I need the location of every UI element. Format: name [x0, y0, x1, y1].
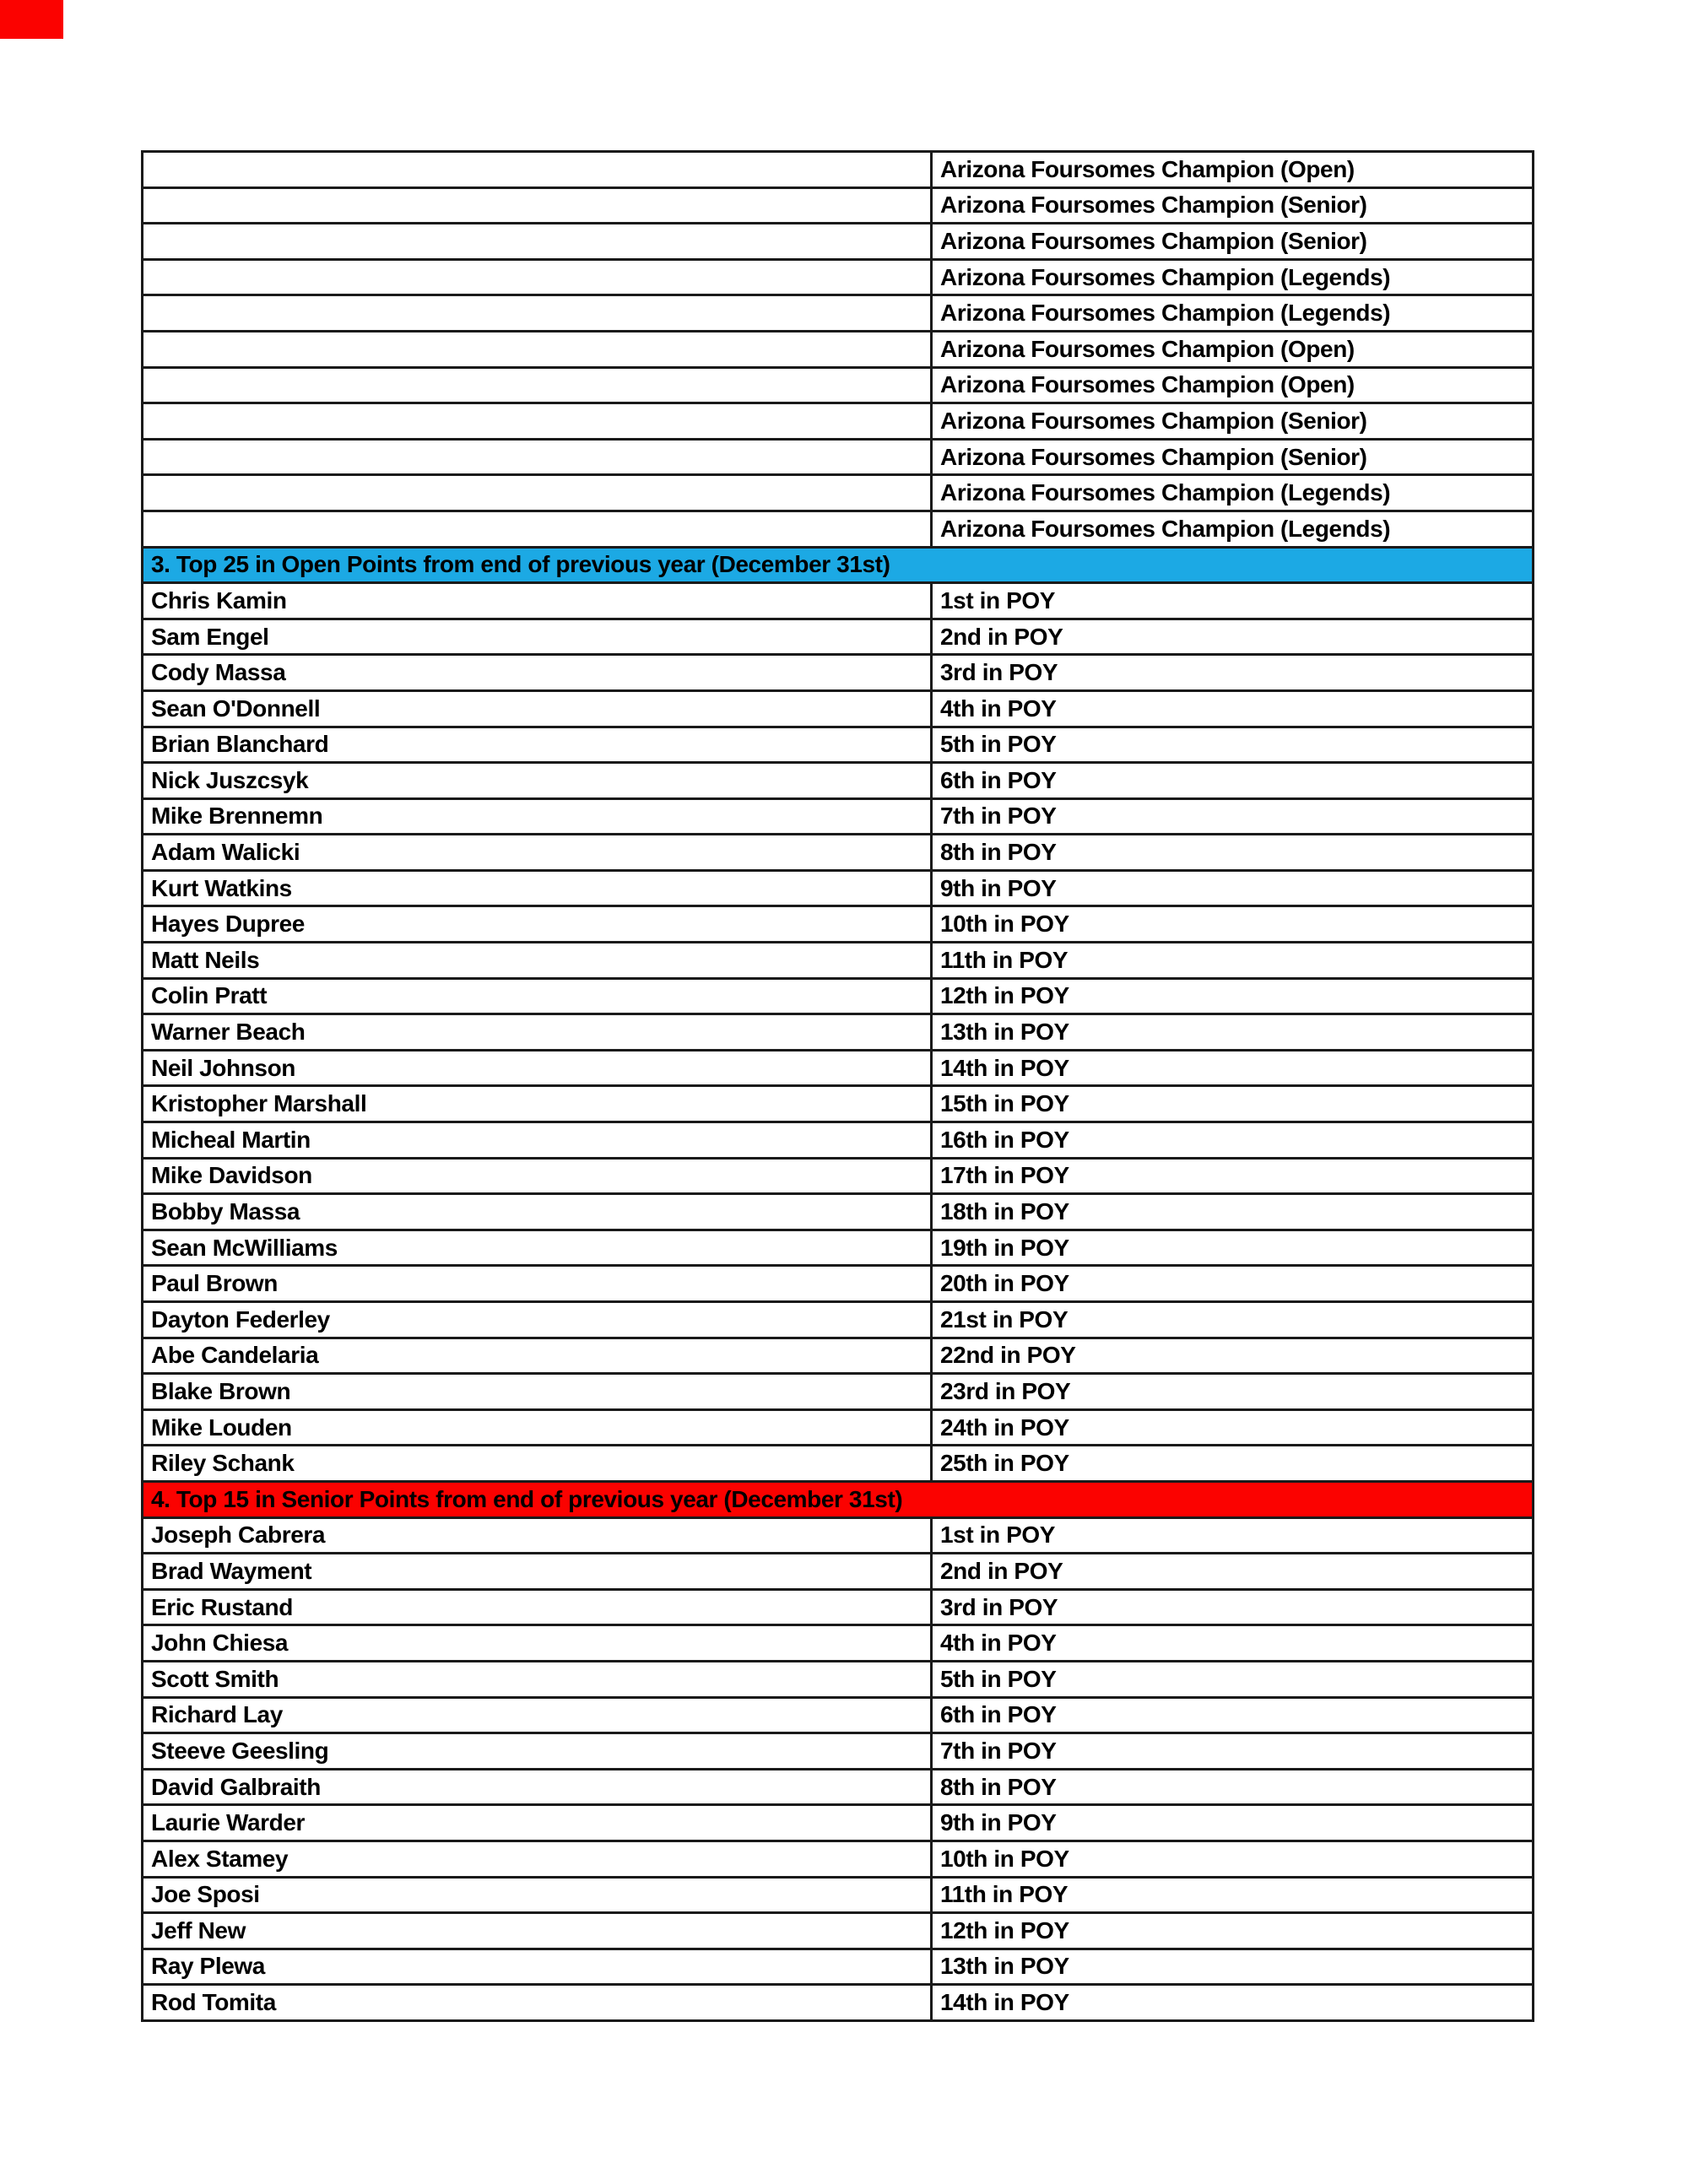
open-rows	[143, 583, 1534, 1482]
poy-rank-cell: 4th in POY	[932, 690, 1534, 727]
player-name-cell: Steeve Geesling	[143, 1733, 932, 1770]
table-row	[143, 619, 1534, 655]
player-name-cell: Micheal Martin	[143, 1122, 932, 1159]
table-row	[143, 1697, 1534, 1733]
table-row	[143, 798, 1534, 835]
player-name-cell: Blake Brown	[143, 1374, 932, 1410]
poy-rank-cell: 2nd in POY	[932, 619, 1534, 655]
player-name-cell: Brian Blanchard	[143, 727, 932, 763]
table-row	[143, 1481, 1534, 1517]
poy-rank-cell: 3rd in POY	[932, 1589, 1534, 1625]
poy-rank-cell: 3rd in POY	[932, 655, 1534, 691]
player-name-cell: Brad Wayment	[143, 1554, 932, 1590]
qualifier-name-cell	[143, 475, 932, 511]
table-row	[143, 295, 1534, 332]
table-row	[143, 439, 1534, 475]
player-name-cell: Alex Stamey	[143, 1841, 932, 1877]
poy-rank-cell: 14th in POY	[932, 1050, 1534, 1086]
qualifier-name-cell	[143, 439, 932, 475]
poy-rank-cell: 21st in POY	[932, 1302, 1534, 1338]
player-name-cell: Neil Johnson	[143, 1050, 932, 1086]
player-name-cell: David Galbraith	[143, 1769, 932, 1805]
qualifier-criteria-cell: Arizona Foursomes Champion (Open)	[932, 367, 1534, 403]
table-row	[143, 943, 1534, 979]
table-row	[143, 1625, 1534, 1662]
poy-rank-cell: 22nd in POY	[932, 1338, 1534, 1374]
qualifier-criteria-cell: Arizona Foursomes Champion (Senior)	[932, 403, 1534, 440]
qualifier-criteria-cell: Arizona Foursomes Champion (Open)	[932, 331, 1534, 367]
table-row	[143, 1086, 1534, 1122]
player-name-cell: Sean McWilliams	[143, 1230, 932, 1266]
player-name-cell: Bobby Massa	[143, 1194, 932, 1230]
table-row	[143, 152, 1534, 188]
table-row	[143, 1913, 1534, 1949]
table-row	[143, 1985, 1534, 2021]
table-row	[143, 690, 1534, 727]
player-name-cell: Chris Kamin	[143, 583, 932, 619]
table-row	[143, 1949, 1534, 1985]
player-name-cell: John Chiesa	[143, 1625, 932, 1662]
player-name-cell: Dayton Federley	[143, 1302, 932, 1338]
table-row	[143, 224, 1534, 260]
table-row	[143, 1841, 1534, 1877]
table-row	[143, 511, 1534, 547]
table-row	[143, 1409, 1534, 1446]
poy-rank-cell: 15th in POY	[932, 1086, 1534, 1122]
poy-rank-cell: 1st in POY	[932, 1517, 1534, 1554]
qualifier-criteria-cell: Arizona Foursomes Champion (Legends)	[932, 511, 1534, 547]
qualifier-name-cell	[143, 511, 932, 547]
player-name-cell: Matt Neils	[143, 943, 932, 979]
table-row	[143, 1661, 1534, 1697]
qualifier-criteria-cell: Arizona Foursomes Champion (Open)	[932, 152, 1534, 188]
poy-rank-cell: 8th in POY	[932, 1769, 1534, 1805]
poy-rank-cell: 14th in POY	[932, 1985, 1534, 2021]
poy-rank-cell: 7th in POY	[932, 798, 1534, 835]
senior-rows	[143, 1517, 1534, 2020]
table-row	[143, 1374, 1534, 1410]
player-name-cell: Warner Beach	[143, 1014, 932, 1051]
table-row	[143, 1877, 1534, 1913]
player-name-cell: Mike Brennemn	[143, 798, 932, 835]
open-section-header	[143, 547, 1534, 583]
player-name-cell: Cody Massa	[143, 655, 932, 691]
player-name-cell: Nick Juszcsyk	[143, 763, 932, 799]
table-row	[143, 1302, 1534, 1338]
player-name-cell: Kristopher Marshall	[143, 1086, 932, 1122]
poy-rank-cell: 2nd in POY	[932, 1554, 1534, 1590]
table-row	[143, 1050, 1534, 1086]
player-name-cell: Eric Rustand	[143, 1589, 932, 1625]
qualifier-name-cell	[143, 152, 932, 188]
poy-rank-cell: 20th in POY	[932, 1266, 1534, 1302]
poy-rank-cell: 4th in POY	[932, 1625, 1534, 1662]
qualifier-criteria-cell: Arizona Foursomes Champion (Senior)	[932, 187, 1534, 224]
poy-rank-cell: 11th in POY	[932, 943, 1534, 979]
player-name-cell: Jeff New	[143, 1913, 932, 1949]
senior-section-header	[143, 1481, 1534, 1517]
poy-rank-cell: 7th in POY	[932, 1733, 1534, 1770]
qualifier-name-cell	[143, 224, 932, 260]
table-row	[143, 331, 1534, 367]
player-name-cell: Joe Sposi	[143, 1877, 932, 1913]
poy-rank-cell: 13th in POY	[932, 1014, 1534, 1051]
poy-rank-cell: 5th in POY	[932, 727, 1534, 763]
qualification-table	[141, 150, 1534, 2022]
player-name-cell: Mike Louden	[143, 1409, 932, 1446]
table-row	[143, 1230, 1534, 1266]
player-name-cell: Sean O'Donnell	[143, 690, 932, 727]
table-row	[143, 1805, 1534, 1841]
poy-rank-cell: 24th in POY	[932, 1409, 1534, 1446]
player-name-cell: Scott Smith	[143, 1661, 932, 1697]
champion-rows	[143, 152, 1534, 548]
table-row	[143, 1158, 1534, 1194]
table-row	[143, 835, 1534, 871]
table-row	[143, 1194, 1534, 1230]
table-row	[143, 870, 1534, 906]
poy-rank-cell: 9th in POY	[932, 870, 1534, 906]
qualifier-criteria-cell: Arizona Foursomes Champion (Legends)	[932, 475, 1534, 511]
table-row	[143, 475, 1534, 511]
qualifier-name-cell	[143, 187, 932, 224]
player-name-cell: Hayes Dupree	[143, 906, 932, 943]
poy-rank-cell: 12th in POY	[932, 978, 1534, 1014]
poy-rank-cell: 10th in POY	[932, 1841, 1534, 1877]
table-row	[143, 727, 1534, 763]
player-name-cell: Laurie Warder	[143, 1805, 932, 1841]
player-name-cell: Richard Lay	[143, 1697, 932, 1733]
player-name-cell: Joseph Cabrera	[143, 1517, 932, 1554]
table-row	[143, 1014, 1534, 1051]
poy-rank-cell: 13th in POY	[932, 1949, 1534, 1985]
table-row	[143, 1338, 1534, 1374]
table-row	[143, 187, 1534, 224]
poy-rank-cell: 23rd in POY	[932, 1374, 1534, 1410]
poy-rank-cell: 11th in POY	[932, 1877, 1534, 1913]
table-row	[143, 1517, 1534, 1554]
poy-rank-cell: 9th in POY	[932, 1805, 1534, 1841]
qualifier-criteria-cell: Arizona Foursomes Champion (Senior)	[932, 224, 1534, 260]
table-row	[143, 1266, 1534, 1302]
open-points-section-header: 3. Top 25 in Open Points from end of previous year (December 31st)	[143, 547, 1534, 583]
poy-rank-cell: 16th in POY	[932, 1122, 1534, 1159]
qualifier-name-cell	[143, 331, 932, 367]
qualifier-criteria-cell: Arizona Foursomes Champion (Legends)	[932, 259, 1534, 295]
table-row	[143, 655, 1534, 691]
qualifier-name-cell	[143, 259, 932, 295]
player-name-cell: Abe Candelaria	[143, 1338, 932, 1374]
table-row	[143, 583, 1534, 619]
poy-rank-cell: 25th in POY	[932, 1446, 1534, 1482]
player-name-cell: Colin Pratt	[143, 978, 932, 1014]
table-row	[143, 367, 1534, 403]
poy-rank-cell: 8th in POY	[932, 835, 1534, 871]
player-name-cell: Riley Schank	[143, 1446, 932, 1482]
poy-rank-cell: 10th in POY	[932, 906, 1534, 943]
qualifier-name-cell	[143, 367, 932, 403]
player-name-cell: Rod Tomita	[143, 1985, 932, 2021]
poy-rank-cell: 6th in POY	[932, 763, 1534, 799]
qualifier-criteria-cell: Arizona Foursomes Champion (Senior)	[932, 439, 1534, 475]
player-name-cell: Kurt Watkins	[143, 870, 932, 906]
qualifier-name-cell	[143, 295, 932, 332]
table-row	[143, 763, 1534, 799]
table-row	[143, 1446, 1534, 1482]
poy-rank-cell: 6th in POY	[932, 1697, 1534, 1733]
player-name-cell: Paul Brown	[143, 1266, 932, 1302]
table-row	[143, 978, 1534, 1014]
table-row	[143, 1122, 1534, 1159]
poy-rank-cell: 18th in POY	[932, 1194, 1534, 1230]
red-corner-mark	[0, 0, 63, 39]
table-row	[143, 403, 1534, 440]
poy-rank-cell: 12th in POY	[932, 1913, 1534, 1949]
player-name-cell: Sam Engel	[143, 619, 932, 655]
player-name-cell: Adam Walicki	[143, 835, 932, 871]
qualifier-name-cell	[143, 403, 932, 440]
table-row	[143, 1554, 1534, 1590]
table-row	[143, 1589, 1534, 1625]
poy-rank-cell: 17th in POY	[932, 1158, 1534, 1194]
table-row	[143, 1769, 1534, 1805]
player-name-cell: Ray Plewa	[143, 1949, 932, 1985]
table-row	[143, 547, 1534, 583]
player-name-cell: Mike Davidson	[143, 1158, 932, 1194]
table-row	[143, 259, 1534, 295]
qualifier-criteria-cell: Arizona Foursomes Champion (Legends)	[932, 295, 1534, 332]
table-row	[143, 906, 1534, 943]
poy-rank-cell: 1st in POY	[932, 583, 1534, 619]
poy-rank-cell: 19th in POY	[932, 1230, 1534, 1266]
table-row	[143, 1733, 1534, 1770]
poy-rank-cell: 5th in POY	[932, 1661, 1534, 1697]
senior-points-section-header: 4. Top 15 in Senior Points from end of previous year (December 31st)	[143, 1481, 1534, 1517]
